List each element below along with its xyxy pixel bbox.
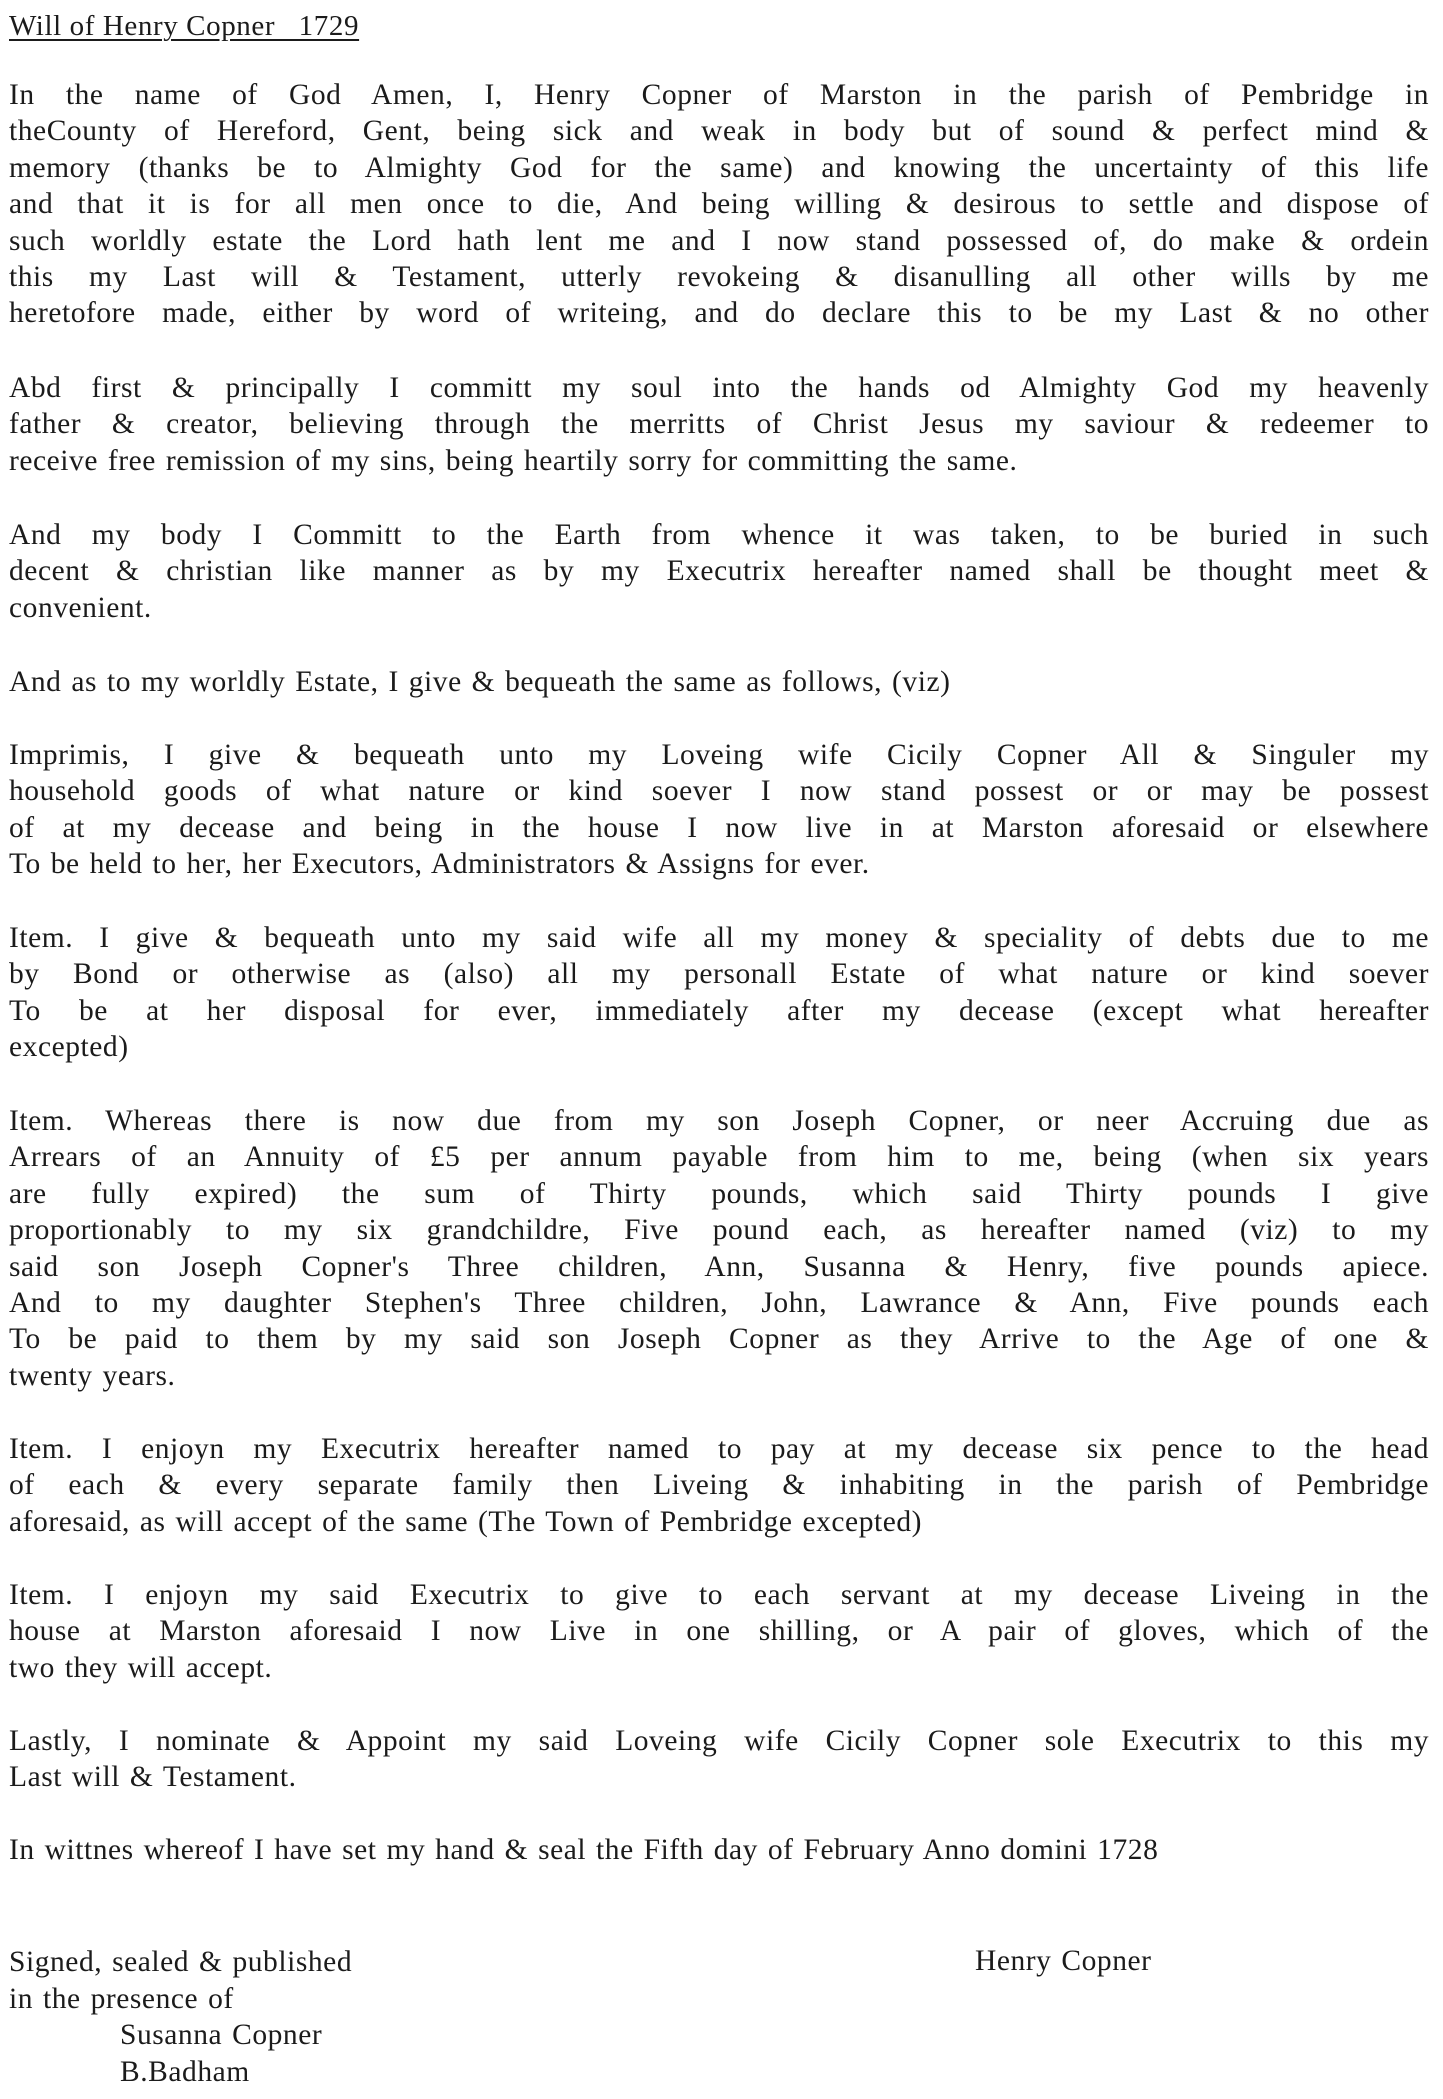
text-line: And to my daughter Stephen's Three children, John, Lawrance & Ann, Five pounds each: [9, 1286, 1429, 1319]
text-line: said son Joseph Copner's Three children, Ann, Susanna & Henry, five pounds apiece.: [9, 1250, 1429, 1283]
text-line: of each & every separate family then Liveing & inhabiting in the parish of Pembridge: [9, 1469, 1429, 1502]
paragraph-estate: [9, 664, 1429, 700]
text-line: Last will & Testament.: [9, 1761, 297, 1794]
text-line: In wittnes whereof I have set my hand & seal the Fifth day of February Anno domini 1728: [9, 1834, 1159, 1866]
text-line: And my body I Committ to the Earth from whence it was taken, to be buried in such: [9, 519, 1429, 551]
witness-block: [9, 1944, 352, 2090]
text-line: convenient.: [9, 591, 152, 624]
text-line: two they will accept.: [9, 1651, 273, 1684]
paragraph-witness: [9, 1832, 1429, 1868]
signatory-block: [975, 1943, 1152, 1980]
text-line: memory (thanks be to Almighty God for the same) and knowing the uncertainty of this life: [9, 151, 1429, 184]
text-line: Item. Whereas there is now due from my son Joseph Copner, or neer Accruing due as: [9, 1105, 1429, 1137]
signed-sealed-line: Signed, sealed & published: [9, 1946, 353, 1978]
text-line: Abd first & principally I committ my soul into the hands od Almighty God my heavenly: [9, 372, 1429, 404]
paragraph-soul: [9, 370, 1429, 479]
text-line: this my Last will & Testament, utterly revokeing & disanulling all other wills by me: [9, 260, 1429, 293]
presence-line: in the presence of: [9, 1982, 234, 2015]
paragraph-item-servant: [9, 1577, 1429, 1686]
text-line: twenty years.: [9, 1359, 176, 1392]
paragraph-preamble: [9, 77, 1429, 332]
document-title: Will of Henry Copner 1729: [9, 10, 360, 42]
paragraph-body: [9, 517, 1429, 626]
text-line: To be paid to them by my said son Joseph Copner as they Arrive to the Age of one &: [9, 1323, 1429, 1356]
witness-name: Susanna Copner: [120, 2019, 323, 2052]
text-line: Item. I enjoyn my said Executrix to give to each servant at my decease Liveing in the: [9, 1579, 1429, 1611]
witness-name: B.Badham: [120, 2055, 250, 2088]
text-line: such worldly estate the Lord hath lent me and I now stand possessed of, do make & ordein: [9, 224, 1429, 257]
paragraph-item-annuity: [9, 1103, 1429, 1394]
text-line: household goods of what nature or kind soever I now stand possest or or may be possest: [9, 775, 1429, 808]
signatory-name: Henry Copner: [975, 1945, 1152, 1977]
text-line: Item. I give & bequeath unto my said wife all my money & speciality of debts due to me: [9, 922, 1429, 954]
text-line: of at my decease and being in the house I now live in at Marston aforesaid or elsewhere: [9, 811, 1429, 844]
text-line: Arrears of an Annuity of £5 per annum payable from him to me, being (when six years: [9, 1141, 1429, 1174]
text-line: Item. I enjoyn my Executrix hereafter named to pay at my decease six pence to the head: [9, 1433, 1429, 1465]
text-line: Imprimis, I give & bequeath unto my Loveing wife Cicily Copner All & Singuler my: [9, 739, 1429, 771]
text-line: father & creator, believing through the merritts of Christ Jesus my saviour & redeemer to: [9, 408, 1429, 441]
text-line: To be held to her, her Executors, Administrators & Assigns for ever.: [9, 848, 870, 881]
text-line: aforesaid, as will accept of the same (The Town of Pembridge excepted): [9, 1505, 923, 1538]
paragraph-item-sixpence: [9, 1431, 1429, 1540]
text-line: excepted): [9, 1031, 129, 1064]
paragraph-item-money: [9, 920, 1429, 1066]
text-line: And as to my worldly Estate, I give & bequeath the same as follows, (viz): [9, 666, 951, 698]
text-line: decent & christian like manner as by my Executrix hereafter named shall be thought meet &: [9, 555, 1429, 588]
text-line: are fully expired) the sum of Thirty pounds, which said Thirty pounds I give: [9, 1177, 1429, 1210]
text-line: and that it is for all men once to die, And being willing & desirous to settle and dispose of: [9, 188, 1429, 221]
paragraph-imprimis: [9, 737, 1429, 883]
paragraph-lastly: [9, 1723, 1429, 1796]
text-line: proportionably to my six grandchildre, Five pound each, as hereafter named (viz) to my: [9, 1214, 1429, 1247]
text-line: To be at her disposal for ever, immediately after my decease (except what hereafter: [9, 994, 1429, 1027]
text-line: theCounty of Hereford, Gent, being sick and weak in body but of sound & perfect mind &: [9, 115, 1429, 148]
will-document: [9, 0, 1429, 2099]
text-line: heretofore made, either by word of writeing, and do declare this to be my Last & no other: [9, 297, 1429, 330]
text-line: Lastly, I nominate & Appoint my said Loveing wife Cicily Copner sole Executrix to this my: [9, 1725, 1429, 1757]
text-line: by Bond or otherwise as (also) all my personall Estate of what nature or kind soever: [9, 958, 1429, 991]
text-line: receive free remission of my sins, being heartily sorry for committing the same.: [9, 444, 1018, 477]
text-line: In the name of God Amen, I, Henry Copner of Marston in the parish of Pembridge in: [9, 79, 1429, 111]
text-line: house at Marston aforesaid I now Live in one shilling, or A pair of gloves, which of the: [9, 1615, 1429, 1648]
